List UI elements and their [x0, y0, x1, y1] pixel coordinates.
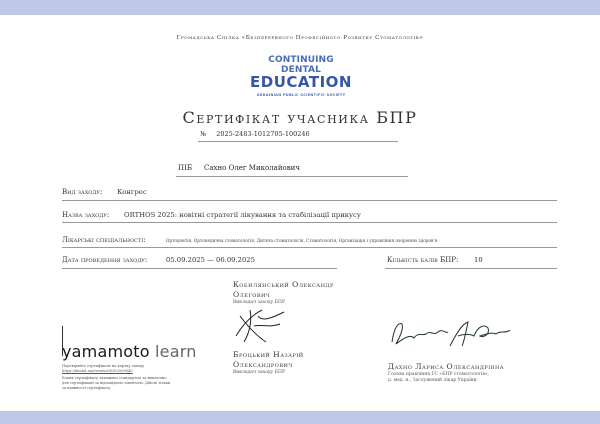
signatory-3	[388, 362, 548, 384]
signatory-3-role-1: Голова правління ГС «БПР стоматологів»,	[388, 372, 490, 377]
organization-name: Громадська Спілка «Безперервного Професійного Розвитку Стоматологів»	[176, 35, 424, 41]
event-type-label: Вид заходу:	[62, 188, 103, 196]
dates-value: 05.09.2025 — 06.09.2025	[166, 256, 255, 264]
note-line-2: для сертифікації за відповідною ліцензією. Дійсні тільки	[62, 381, 171, 385]
signatory-2-name-2: Олександрович	[233, 360, 293, 369]
event-name-underline	[62, 222, 557, 223]
points-value: 10	[474, 256, 483, 264]
signatory-3-name: Дахно Лариса Олександрівна	[388, 362, 505, 371]
signatory-2-name-1: Броцький Назарій	[233, 350, 304, 359]
provider-brand-main: yamamoto	[62, 342, 150, 361]
participant-name: Сахно Олег Миколайович	[204, 164, 300, 172]
certificate-number	[200, 130, 400, 138]
provider-brand-sub: learn	[155, 342, 197, 361]
number-underline	[198, 141, 398, 142]
cde-logo	[250, 55, 352, 97]
event-type-underline	[62, 200, 557, 201]
event-type-value: Конгрес	[117, 188, 147, 196]
specialties-value: Ортодонтія, Ортопедична стоматологія, Дитяча стоматологія, Стоматологія, Організація і управління охороною здоров'я	[166, 238, 438, 243]
number-label: №	[200, 130, 207, 138]
signatory-1-role: Викладач заходу БПР	[233, 300, 286, 305]
number-value: 2025-2483-1012705-100246	[216, 130, 310, 138]
note-line-1: Бланк сертифікату захищено стандартом та виключно	[62, 376, 167, 380]
bottom-band	[0, 411, 600, 424]
logo-line-1: CONTINUING DENTAL	[268, 55, 334, 75]
provider-logo	[62, 342, 197, 361]
signature-3-image	[388, 316, 518, 352]
signatory-2	[233, 350, 363, 376]
points-underline	[385, 268, 557, 269]
top-band	[0, 0, 600, 15]
dates-underline	[62, 268, 337, 269]
signatory-1	[233, 280, 363, 306]
provider-info	[62, 364, 202, 391]
note-line-3: за наявності сертифікату.	[62, 386, 112, 390]
verify-text: Перевіряйте сертифікати на картку заходу	[62, 364, 145, 368]
participant-underline	[176, 176, 408, 177]
signatory-2-role: Викладач заходу БПР	[233, 370, 286, 375]
signatory-3-role-2: д. мед. н., Заслужений лікар України	[388, 378, 477, 383]
signature-1-image	[232, 306, 288, 346]
logo-line-3: UKRAINIAN PUBLIC SCIENTIFIC SOCIETY	[256, 93, 346, 97]
specialties-underline	[62, 247, 557, 248]
signatory-1-name-2: Олегович	[233, 290, 271, 299]
event-name-label: Назва заходу:	[62, 211, 110, 219]
participant-label: ПІБ	[178, 164, 193, 172]
certificate-title: Сертифікат учасника БПР	[182, 108, 418, 127]
signatory-1-name-1: Кобилянський Олександр	[233, 280, 334, 289]
points-label: Кількість балів БПР:	[387, 256, 459, 264]
specialties-label: Лікарські спеціальності:	[62, 236, 146, 244]
event-name-value: ORTHOS 2025: новітні стратегії лікування та стабілізації прикусу	[124, 211, 361, 219]
logo-line-2: EDUCATION	[250, 73, 352, 91]
verify-link[interactable]: https://dental.ua/events/ed/2025/09/45	[62, 369, 133, 373]
dates-label: Дата проведення заходу:	[62, 256, 148, 264]
